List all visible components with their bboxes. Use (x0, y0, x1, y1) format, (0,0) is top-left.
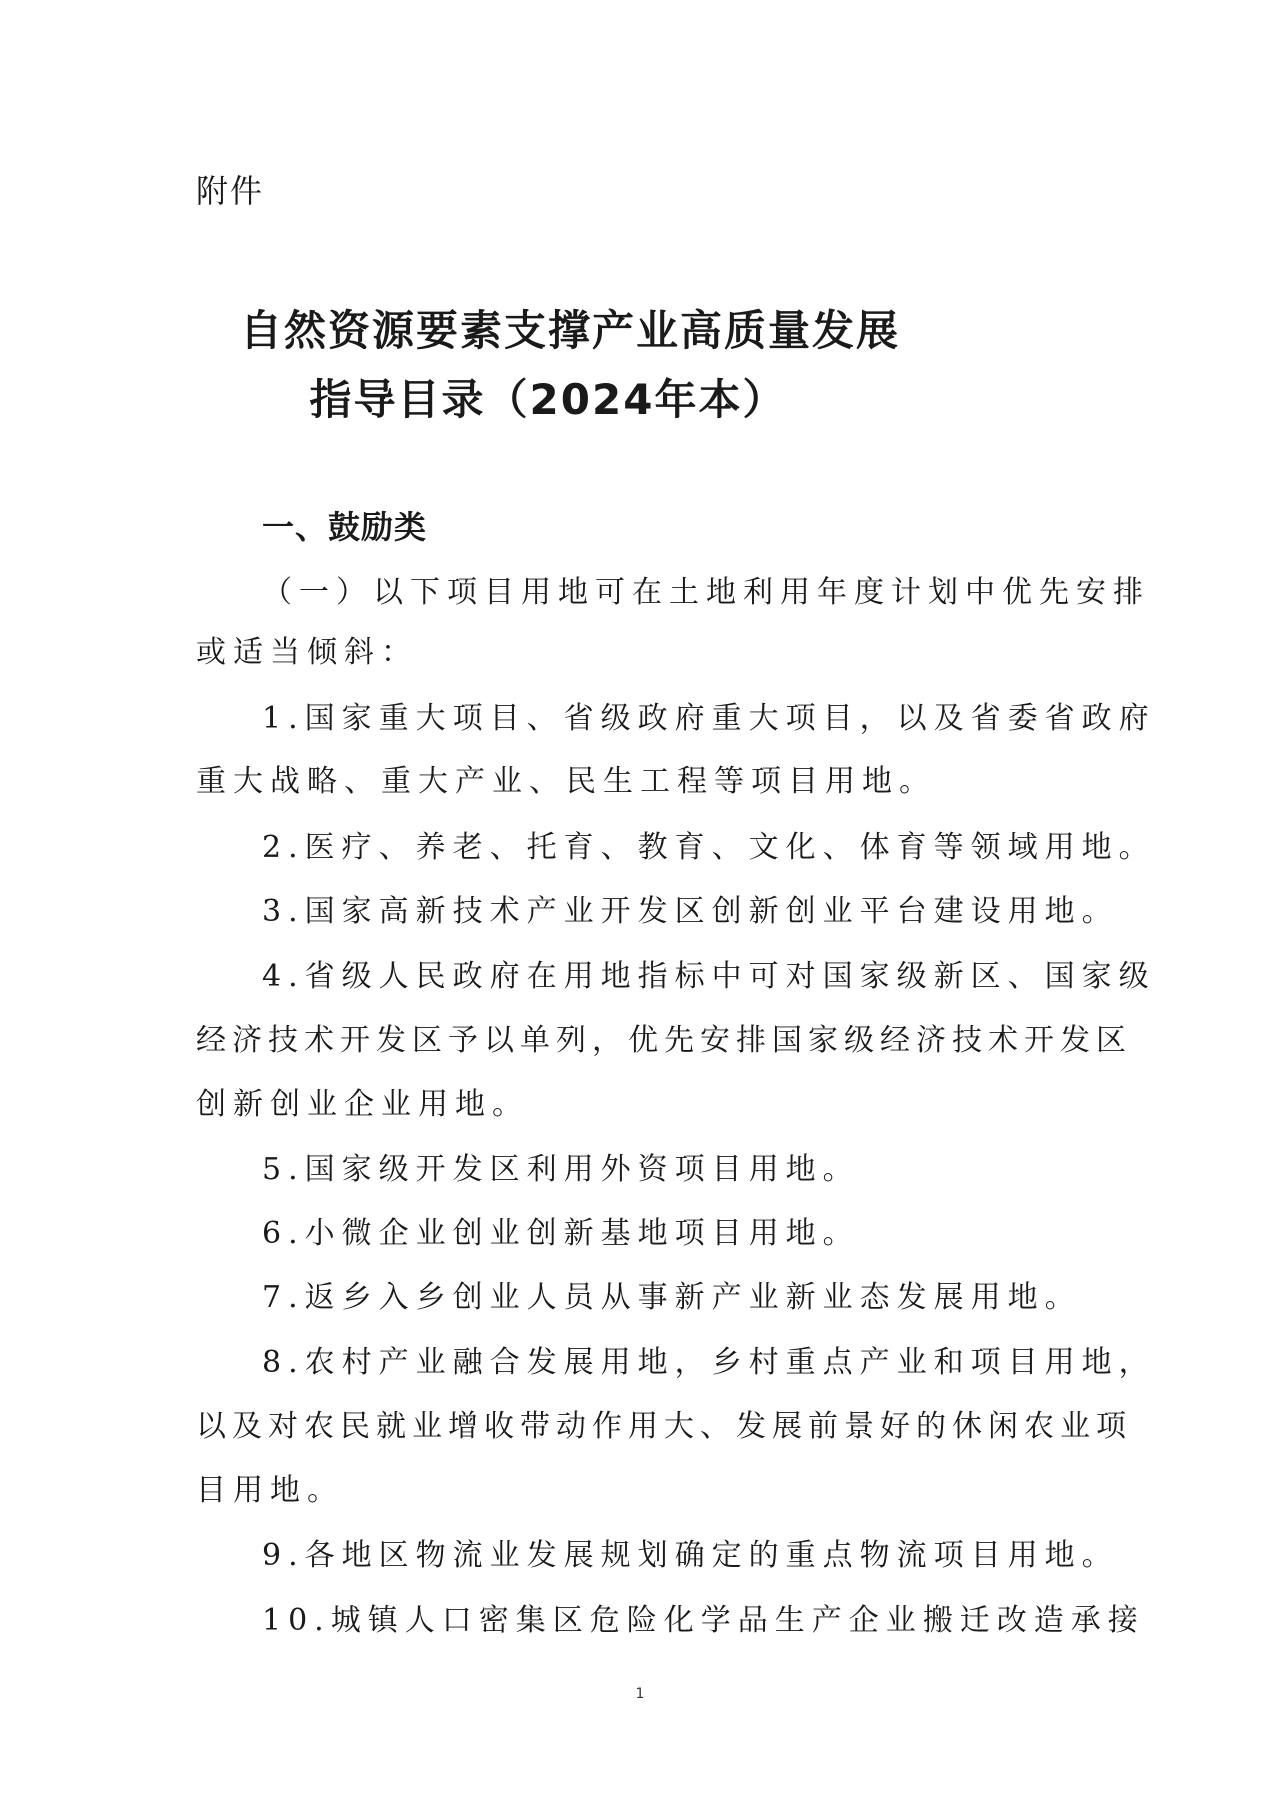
paragraph-line: （一）以下项目用地可在土地利用年度计划中优先安排 (262, 575, 1150, 610)
paragraph-line: 10.城镇人口密集区危险化学品生产企业搬迁改造承接 (262, 1603, 1145, 1638)
paragraph-line: 1.国家重大项目、省级政府重大项目，以及省委省政府 (262, 701, 1156, 736)
paragraph-line: 重大战略、重大产业、民生工程等项目用地。 (196, 764, 936, 799)
paragraph-line: 经济技术开发区予以单列，优先安排国家级经济技术开发区 (196, 1023, 1132, 1058)
page-number: 1 (635, 1686, 645, 1702)
paragraph-line: 或适当倾斜： (196, 635, 418, 670)
paragraph-line: 4.省级人民政府在用地指标中可对国家级新区、国家级 (262, 959, 1156, 994)
paragraph-line: 2.医疗、养老、托育、教育、文化、体育等领域用地。 (262, 830, 1156, 865)
attachment-label: 附件 (196, 172, 265, 210)
paragraph-line: 目用地。 (196, 1473, 344, 1508)
paragraph-line: 以及对农民就业增收带动作用大、发展前景好的休闲农业项 (196, 1409, 1132, 1444)
section-heading: 一、鼓励类 (262, 508, 428, 546)
document-title-line-2: 指导目录（2024年本） (309, 375, 787, 424)
document-title-line-1: 自然资源要素支撑产业高质量发展 (239, 306, 900, 355)
paragraph-line: 7.返乡入乡创业人员从事新产业新业态发展用地。 (262, 1280, 1082, 1315)
paragraph-line: 6.小微企业创业创新基地项目用地。 (262, 1216, 860, 1251)
paragraph-line: 5.国家级开发区利用外资项目用地。 (262, 1152, 860, 1187)
paragraph-line: 8.农村产业融合发展用地，乡村重点产业和项目用地， (262, 1345, 1156, 1380)
paragraph-line: 9.各地区物流业发展规划确定的重点物流项目用地。 (262, 1538, 1119, 1573)
paragraph-line: 3.国家高新技术产业开发区创新创业平台建设用地。 (262, 894, 1119, 929)
paragraph-line: 创新创业企业用地。 (196, 1087, 529, 1122)
